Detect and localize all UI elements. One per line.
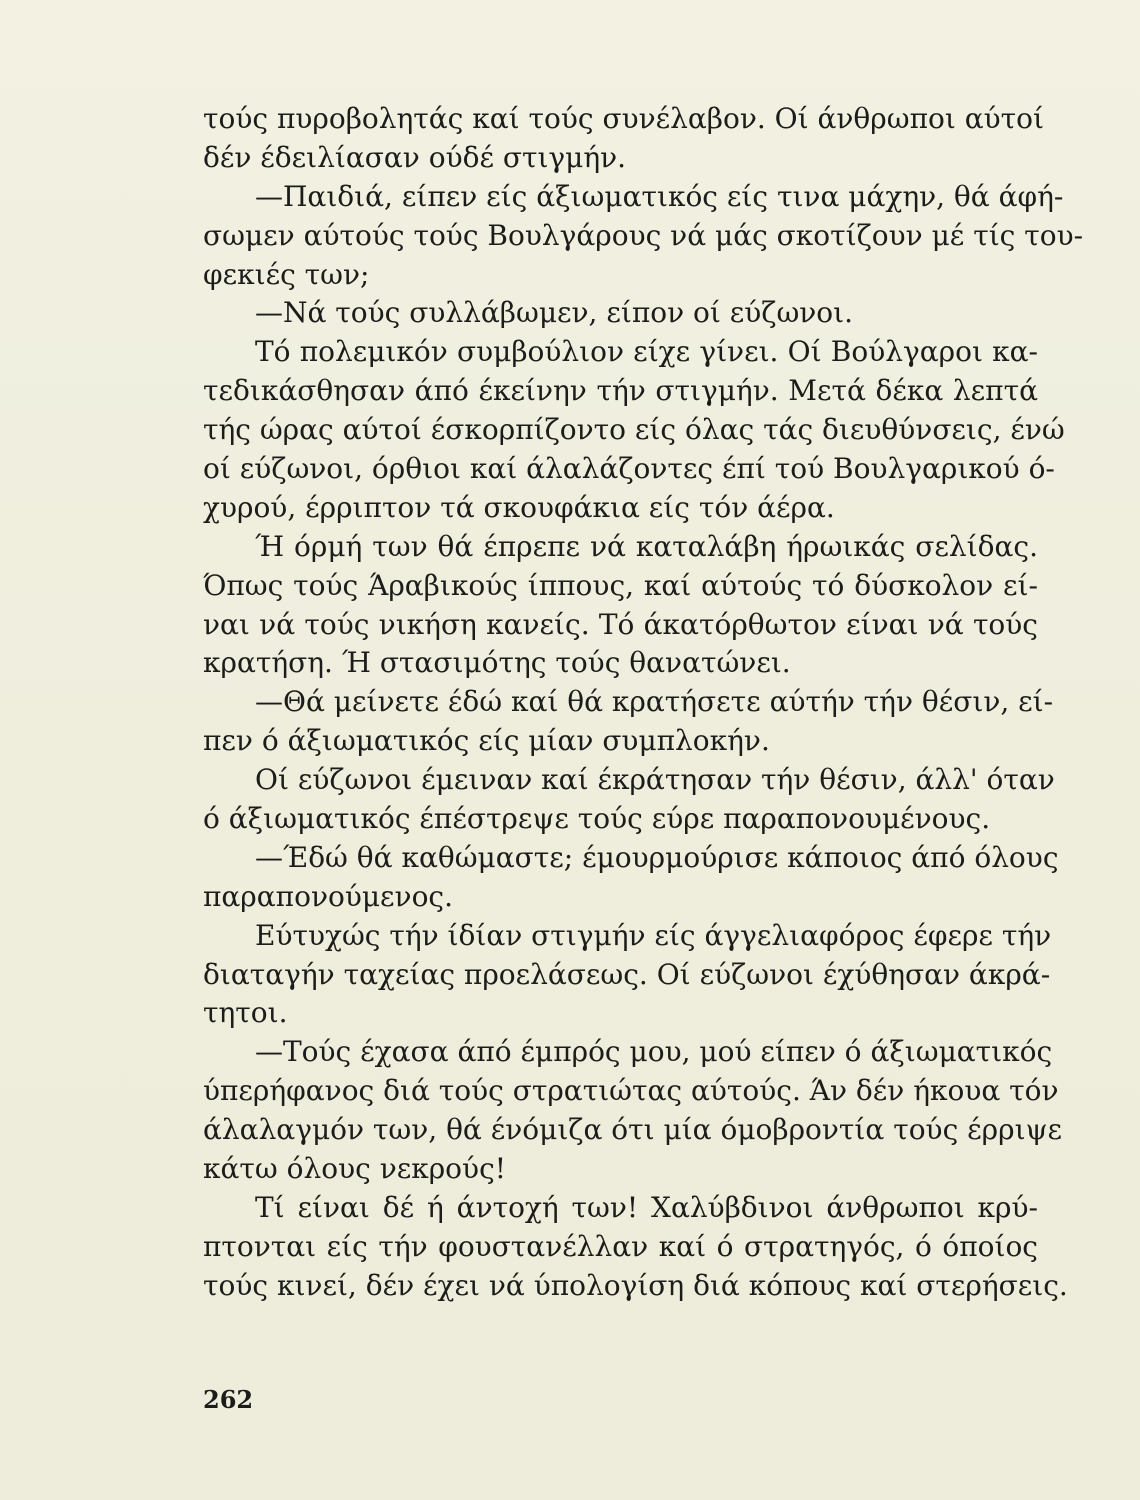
- text-line: τητοι.: [203, 996, 288, 1030]
- text-line: Εύτυχώς τήν ίδίαν στιγμήν είς άγγελιαφόρος έφερε τήν: [255, 918, 1052, 952]
- text-line: —Θά μείνετε έδώ καί θά κρατήσετε αύτήν τήν θέσιν, εί-: [255, 685, 1054, 719]
- text-line: χυρού, έρριπτον τά σκουφάκια είς τόν άέρα.: [203, 490, 835, 524]
- text-line: —Παιδιά, είπεν είς άξιωματικός είς τινα μάχην, θά άφή-: [255, 179, 1064, 213]
- text-line: διαταγήν ταχείας προελάσεως. Οί εύζωνοι έχύθησαν άκρά-: [203, 957, 1051, 991]
- text-line: —Τούς έχασα άπό έμπρός μου, μού είπεν ό άξιωματικός: [255, 1035, 1053, 1069]
- text-line: Τί είναι δέ ή άντοχή των! Χαλύβδινοι άνθρωποι κρύ-: [255, 1190, 1038, 1224]
- text-line: Ή όρμή των θά έπρεπε νά καταλάβη ήρωικάς σελίδας.: [255, 529, 1038, 563]
- text-line: οί εύζωνοι, όρθιοι καί άλαλάζοντες έπί τού Βουλγαρικού ό-: [203, 452, 1055, 486]
- text-line: κάτω όλους νεκρούς!: [203, 1152, 506, 1186]
- text-line: κρατήση. Ή στασιμότης τούς θανατώνει.: [203, 646, 791, 680]
- text-line: τούς κινεί, δέν έχει νά ύπολογίση διά κόπους καί στερήσεις.: [203, 1268, 1068, 1302]
- text-line: σωμεν αύτούς τούς Βουλγάρους νά μάς σκοτίζουν μέ τίς του-: [203, 218, 1084, 252]
- text-line: τής ώρας αύτοί έσκορπίζοντο είς όλας τάς διευθύνσεις, ένώ: [203, 413, 1065, 447]
- text-line: πεν ό άξιωματικός είς μίαν συμπλοκήν.: [203, 724, 770, 758]
- text-line: Τό πολεμικόν συμβούλιον είχε γίνει. Οί Βούλγαροι κα-: [255, 335, 1038, 369]
- text-line: ύπερήφανος διά τούς στρατιώτας αύτούς. Άν δέν ήκουα τόν: [203, 1074, 1059, 1108]
- text-line: —Νά τούς συλλάβωμεν, είπον οί εύζωνοι.: [255, 296, 854, 330]
- text-line: δέν έδειλίασαν ούδέ στιγμήν.: [203, 140, 627, 174]
- text-line: φεκιές των;: [203, 257, 370, 291]
- text-line: Όπως τούς Άραβικούς ίππους, καί αύτούς τό δύσκολον εί-: [203, 568, 1038, 602]
- text-line: τεδικάσθησαν άπό έκείνην τήν στιγμήν. Μετά δέκα λεπτά: [203, 374, 1038, 408]
- text-line: —Έδώ θά καθώμαστε; έμουρμούρισε κάποιος άπό όλους: [255, 840, 1059, 874]
- text-line: παραπονούμενος.: [203, 879, 454, 913]
- text-line: τούς πυροβολητάς καί τούς συνέλαβον. Οί άνθρωποι αύτοί: [203, 102, 1044, 135]
- text-line: ναι νά τούς νικήση κανείς. Τό άκατόρθωτον είναι νά τούς: [203, 607, 1038, 641]
- text-line: άλαλαγμόν των, θά ένόμιζα ότι μία όμοβροντία τούς έρριψε: [203, 1113, 1063, 1147]
- text-line: ό άξιωματικός έπέστρεψε τούς εύρε παραπονουμένους.: [203, 802, 991, 836]
- page-body-text: [203, 100, 1084, 1306]
- page-number: 262: [203, 1385, 254, 1414]
- text-line: Οί εύζωνοι έμειναν καί έκράτησαν τήν θέσιν, άλλ' όταν: [255, 763, 1055, 797]
- text-line: πτονται είς τήν φουστανέλλαν καί ό στρατηγός, ό όποίος: [203, 1229, 1038, 1263]
